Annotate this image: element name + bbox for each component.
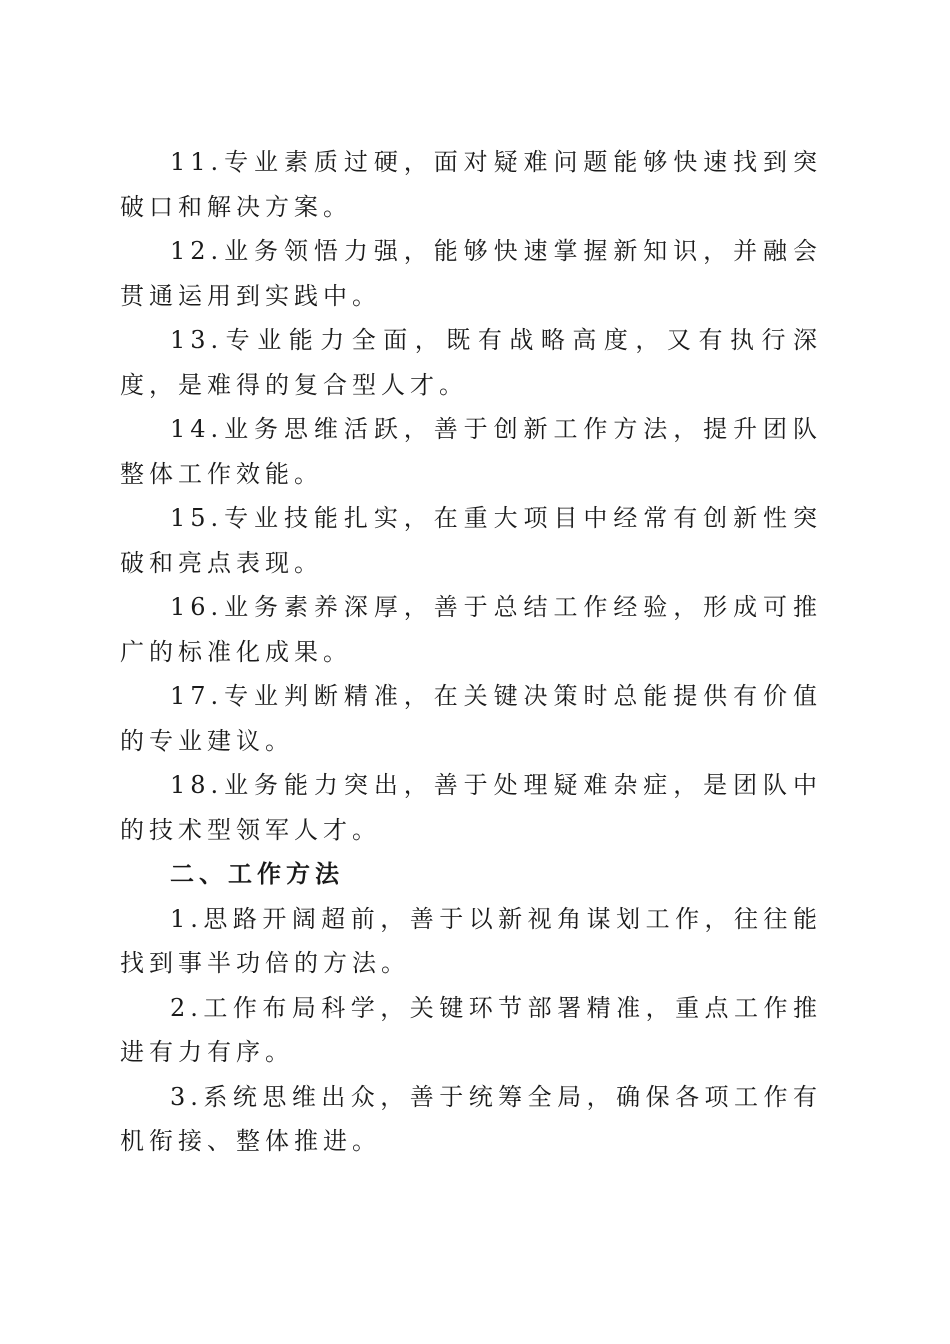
- list-item: 3.系统思维出众，善于统筹全局，确保各项工作有机衔接、整体推进。: [120, 1082, 822, 1155]
- document-body: [120, 140, 822, 1164]
- list-item: 17.专业判断精准，在关键决策时总能提供有价值的专业建议。: [120, 682, 822, 755]
- list-item: 2.工作布局科学，关键环节部署精准，重点工作推进有力有序。: [120, 993, 822, 1066]
- list-item: 14.业务思维活跃，善于创新工作方法，提升团队整体工作效能。: [120, 415, 822, 488]
- list-item: 12.业务领悟力强，能够快速掌握新知识，并融会贯通运用到实践中。: [120, 237, 822, 310]
- list-item: 13.专业能力全面，既有战略高度，又有执行深度，是难得的复合型人才。: [120, 326, 822, 399]
- list-item: 15.专业技能扎实，在重大项目中经常有创新性突破和亮点表现。: [120, 504, 822, 577]
- list-item: 16.业务素养深厚，善于总结工作经验，形成可推广的标准化成果。: [120, 593, 822, 666]
- section-heading: 二、工作方法: [170, 859, 344, 888]
- list-item: 1.思路开阔超前，善于以新视角谋划工作，往往能找到事半功倍的方法。: [120, 904, 822, 977]
- list-item: 11.专业素质过硬，面对疑难问题能够快速找到突破口和解决方案。: [120, 148, 822, 221]
- list-item: 18.业务能力突出，善于处理疑难杂症，是团队中的技术型领军人才。: [120, 771, 822, 844]
